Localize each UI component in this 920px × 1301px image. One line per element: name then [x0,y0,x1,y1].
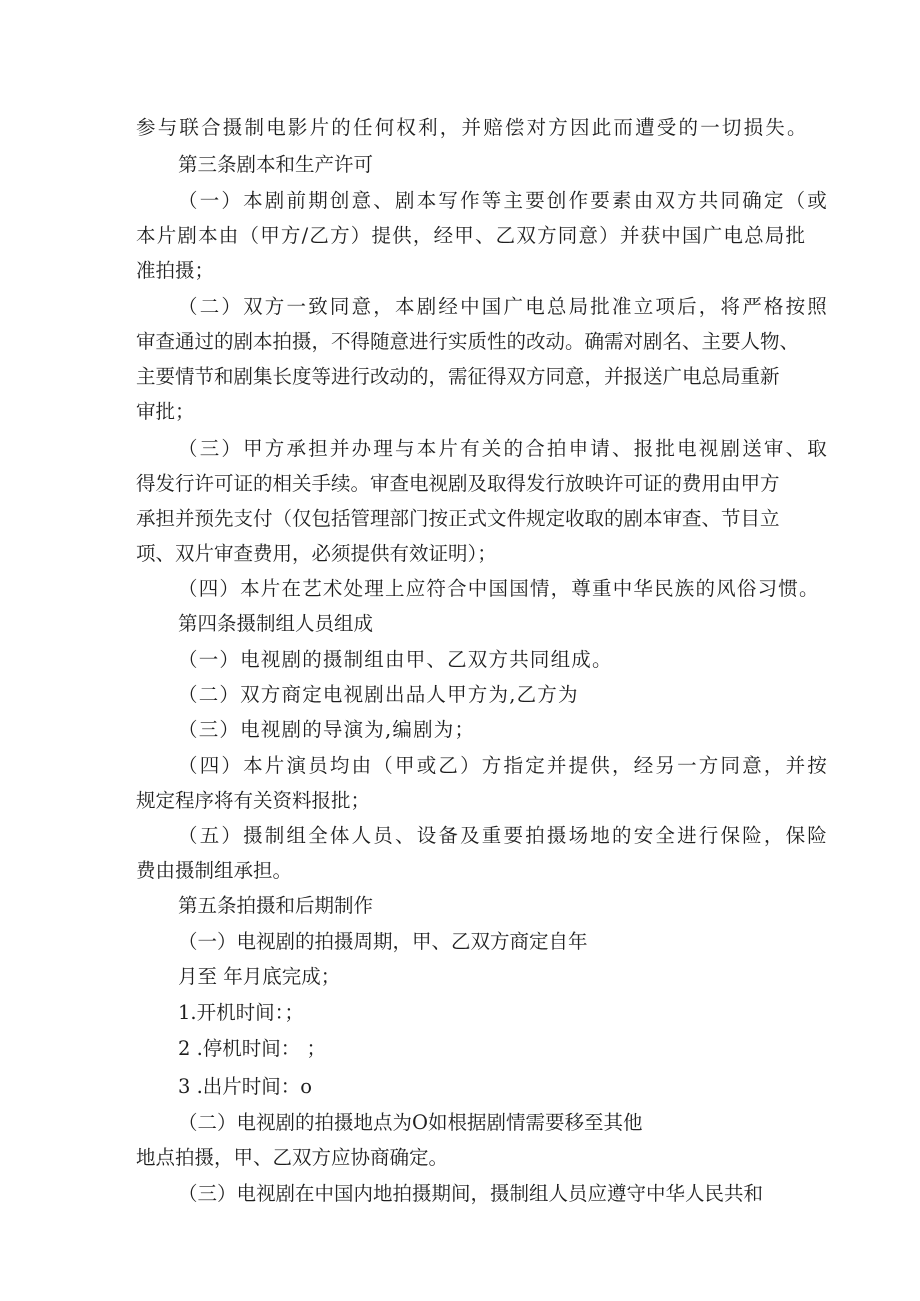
paragraph-line: 费由摄制组承担。 [136,859,293,882]
section-heading: 第四条摄制组人员组成 [178,612,374,635]
paragraph-line: 参与联合摄制电影片的任何权利，并赔偿对方因此而遭受的一切损失。 [136,116,809,139]
paragraph-line: （四）本片演员均由（甲或乙）方指定并提供，经另一方同意，并按 [178,754,830,777]
paragraph-line: 地点拍摄，甲、乙双方应协商确定。 [136,1146,449,1169]
paragraph-line: （二）双方一致同意，本剧经中国广电总局批准立项后，将严格按照 [178,295,830,318]
paragraph-line: （二）双方商定电视剧出品人甲方为,乙方为 [178,683,579,706]
paragraph-line: 月至 年月底完成； [178,965,341,988]
paragraph-line: （一）电视剧的摄制组由甲、乙双方共同组成。 [178,648,613,671]
list-item: 3 .出片时间：o [178,1075,313,1098]
paragraph-line: （五）摄制组全体人员、设备及重要拍摄场地的安全进行保险，保险 [178,824,830,847]
paragraph-line: 审查通过的剧本拍摄，不得随意进行实质性的改动。确需对剧名、主要人物、 [136,330,800,353]
paragraph-line: （三）甲方承担并办理与本片有关的合拍申请、报批电视剧送审、取 [178,437,830,460]
paragraph-line: 得发行许可证的相关手续。审查电视剧及取得发行放映许可证的费用由甲方 [136,472,780,495]
list-item: 1.开机时间：； [178,1001,304,1024]
paragraph-line: （三）电视剧的导演为,编剧为； [178,718,476,741]
paragraph-line: （一）电视剧的拍摄周期，甲、乙双方商定自年 [178,930,588,953]
paragraph-line: （二）电视剧的拍摄地点为O如根据剧情需要移至其他 [178,1111,643,1134]
paragraph-line: 本片剧本由（甲方/乙方）提供，经甲、乙双方同意）并获中国广电总局批 [136,224,807,247]
paragraph-line: 准拍摄； [136,259,215,282]
section-heading: 第三条剧本和生产许可 [178,153,374,176]
list-item: 2 .停机时间： ； [178,1037,327,1060]
paragraph-line: （四）本片在艺术处理上应符合中国国情，尊重中华民族的风俗习惯。 [178,577,820,600]
paragraph-line: 承担并预先支付（仅包括管理部门按正式文件规定收取的剧本审查、节目立 [136,507,780,530]
paragraph-line: 规定程序将有关资料报批； [136,789,371,812]
paragraph-line: （三）电视剧在中国内地拍摄期间，摄制组人员应遵守中华人民共和 [178,1182,764,1205]
paragraph-line: 审批； [136,400,195,423]
paragraph-line: 主要情节和剧集长度等进行改动的，需征得双方同意，并报送广电总局重新 [136,365,780,388]
paragraph-line: 项、双片审查费用，必须提供有效证明）； [136,542,497,565]
paragraph-line: （一）本剧前期创意、剧本写作等主要创作要素由双方共同确定（或 [178,189,830,212]
section-heading: 第五条拍摄和后期制作 [178,894,374,917]
